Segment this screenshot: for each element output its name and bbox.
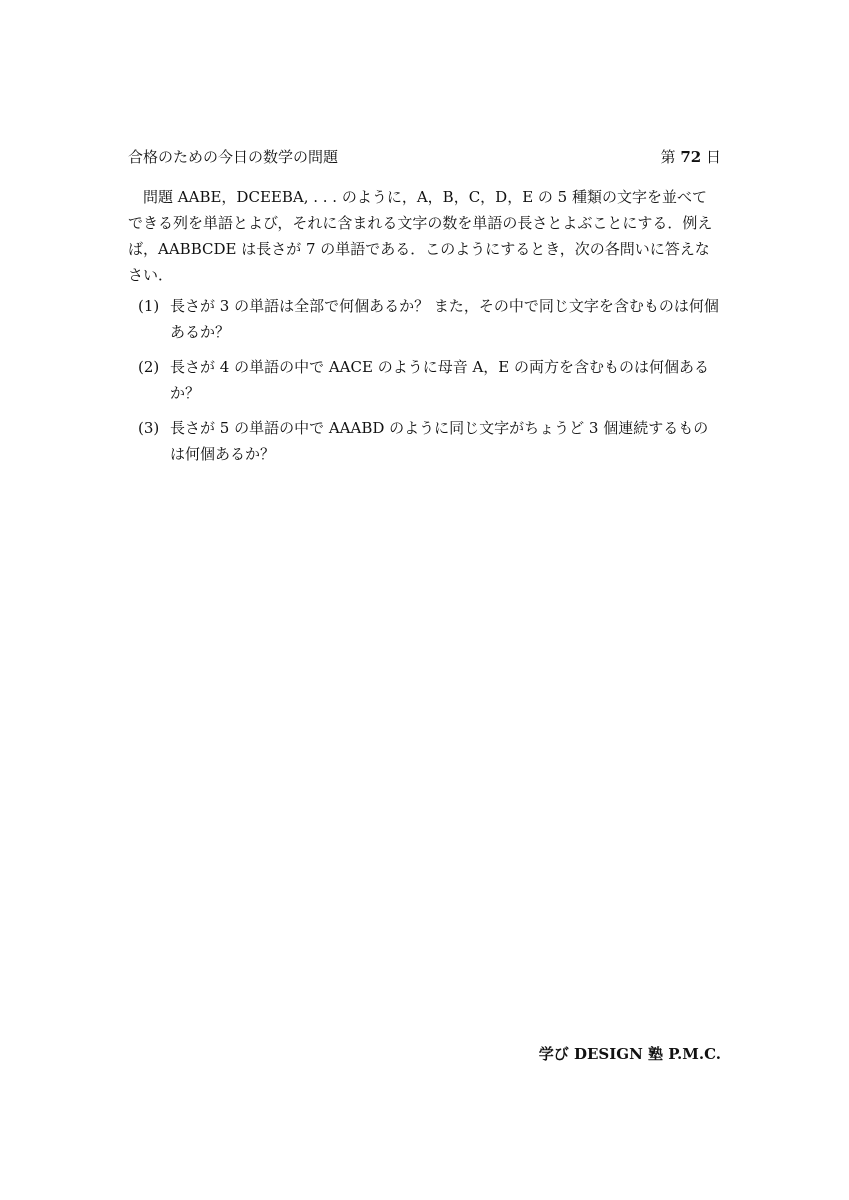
page-title: 合格のための今日の数学の問題 [128, 148, 339, 166]
page-header [128, 146, 721, 170]
day-suffix: 日 [705, 148, 721, 166]
day-prefix: 第 [660, 148, 676, 166]
problem-statement [128, 184, 721, 288]
question-number: (2) [138, 358, 160, 376]
problem-label: 問題 [143, 188, 174, 206]
day-label [661, 146, 721, 167]
problem-text: AABE，DCEEBA, . . . のように，A，B，C，D，E の 5 種類の文字を並べてできる列を単語とよび，それに含まれる文字の数を単語の長さとよぶことにする．例えば，AABBCDE は長さが 7 の単語である．このようにするとき，次の各問いに答えなさい． [128, 188, 713, 284]
question-2 [128, 354, 721, 406]
question-3 [128, 415, 721, 467]
question-number: (3) [138, 419, 160, 437]
question-text: 長さが 3 の単語は全部で何個あるか？ また，その中で同じ文字を含むものは何個あるか？ [170, 297, 719, 341]
day-number: 72 [680, 148, 702, 166]
question-number: (1) [138, 297, 160, 315]
question-text: 長さが 5 の単語の中で AAABD のように同じ文字がちょうど 3 個連続するものは何個あるか？ [170, 419, 709, 463]
question-text: 長さが 4 の単語の中で AACE のように母音 A，E の両方を含むものは何個あるか？ [170, 358, 710, 402]
footer-credit: 学び DESIGN 塾 P.M.C. [538, 1045, 721, 1063]
question-1 [128, 293, 721, 345]
